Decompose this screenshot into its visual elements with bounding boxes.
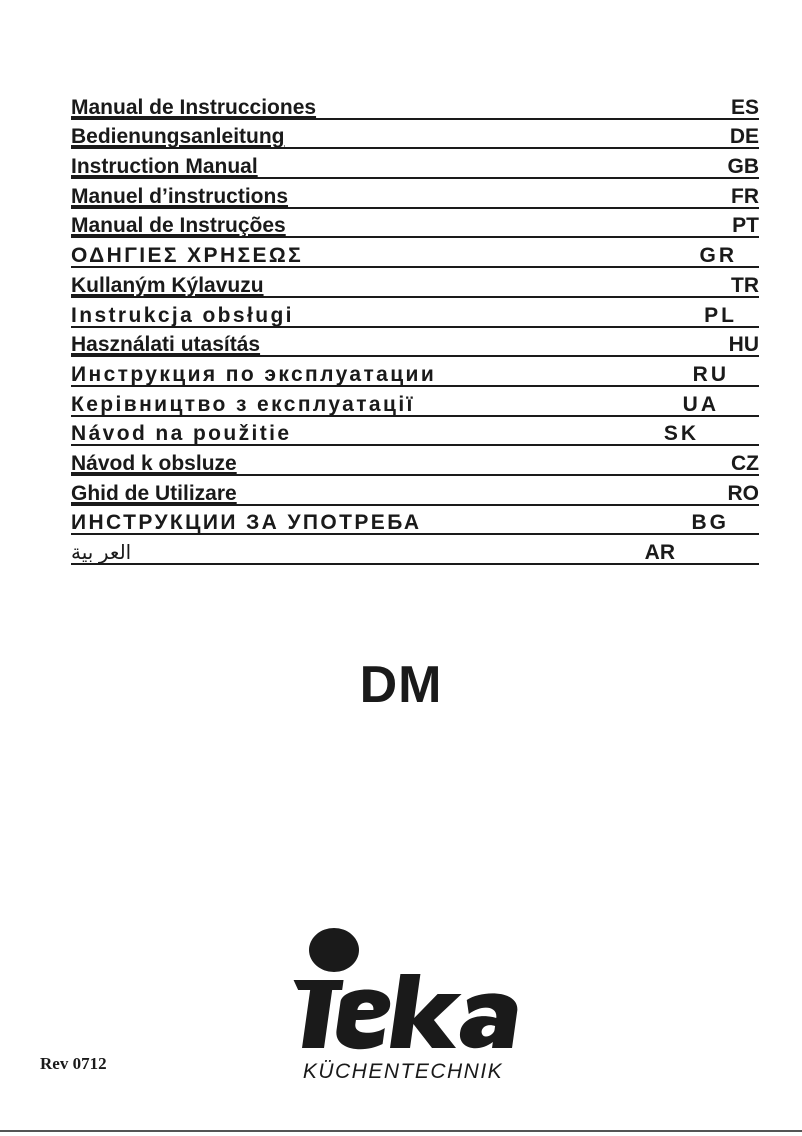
logo-letter-k xyxy=(390,974,466,1048)
toc-language-code: ES xyxy=(730,95,759,119)
toc-language-code: RO xyxy=(727,481,759,505)
teka-wordmark-logo xyxy=(282,920,522,1060)
toc-title: Návod na použitie xyxy=(71,422,292,446)
toc-language-code: PL xyxy=(704,303,737,327)
toc-row xyxy=(71,506,759,536)
toc-title: العر بية xyxy=(71,542,132,564)
toc-row xyxy=(71,476,759,506)
toc-title: ΟΔΗΓΙΕΣ ΧΡΗΣΕΩΣ xyxy=(71,244,304,268)
toc-row xyxy=(71,90,759,120)
toc-title: Návod k obsluze xyxy=(71,451,237,475)
toc-row xyxy=(71,298,759,328)
revision-label: Rev 0712 xyxy=(40,1054,107,1073)
toc-row xyxy=(71,387,759,417)
toc-title: Manual de Instrucciones xyxy=(71,95,317,119)
toc-language-code: HU xyxy=(728,333,759,357)
toc-row xyxy=(71,238,759,268)
toc-title: Manual de Instruções xyxy=(71,214,286,238)
toc-row xyxy=(71,357,759,387)
language-index xyxy=(71,90,759,565)
toc-language-code: FR xyxy=(731,184,759,208)
logo-dot xyxy=(309,928,359,972)
toc-row xyxy=(71,328,759,358)
toc-title: Instrukcja obsługi xyxy=(71,303,294,327)
toc-language-code: GB xyxy=(727,155,759,179)
toc-title: Manuel d’instructions xyxy=(71,184,289,208)
toc-row xyxy=(71,179,759,209)
page-bottom-rule xyxy=(0,1130,802,1132)
toc-language-code: SK xyxy=(663,422,699,446)
toc-title: Bedienungsanleitung xyxy=(71,125,285,149)
toc-language-code: CZ xyxy=(731,451,759,475)
logo-letter-e xyxy=(334,990,393,1050)
toc-language-code: BG xyxy=(691,511,729,535)
toc-row xyxy=(71,417,759,447)
toc-language-code: TR xyxy=(731,273,759,297)
brand-tagline: KÜCHENTECHNIK xyxy=(302,1060,504,1083)
toc-language-code: UA xyxy=(682,392,719,416)
toc-title: Instruction Manual xyxy=(71,155,258,179)
toc-title: ИНСТРУКЦИИ ЗА УПОТРЕБА xyxy=(71,511,422,535)
toc-title: Инструкция по эксплуатации xyxy=(71,362,437,386)
toc-language-code: GR xyxy=(699,244,737,268)
toc-row xyxy=(71,209,759,239)
toc-row xyxy=(71,149,759,179)
toc-language-code: PT xyxy=(732,214,759,238)
toc-row xyxy=(71,446,759,476)
toc-title: Kullaným Kýlavuzu xyxy=(71,273,264,297)
toc-language-code: RU xyxy=(692,362,729,386)
toc-title: Керівництво з експлуатації xyxy=(71,392,415,416)
toc-language-code: DE xyxy=(729,125,759,149)
toc-language-code: AR xyxy=(644,541,675,564)
teka-logo xyxy=(282,920,522,1090)
toc-row xyxy=(71,120,759,150)
toc-row xyxy=(71,268,759,298)
toc-row xyxy=(71,535,759,565)
logo-letter-a xyxy=(458,993,520,1048)
logo-letter-t xyxy=(284,980,344,1048)
toc-title: Ghid de Utilizare xyxy=(71,481,237,505)
toc-title: Használati utasítás xyxy=(71,333,261,357)
model-name: DM xyxy=(359,656,443,714)
